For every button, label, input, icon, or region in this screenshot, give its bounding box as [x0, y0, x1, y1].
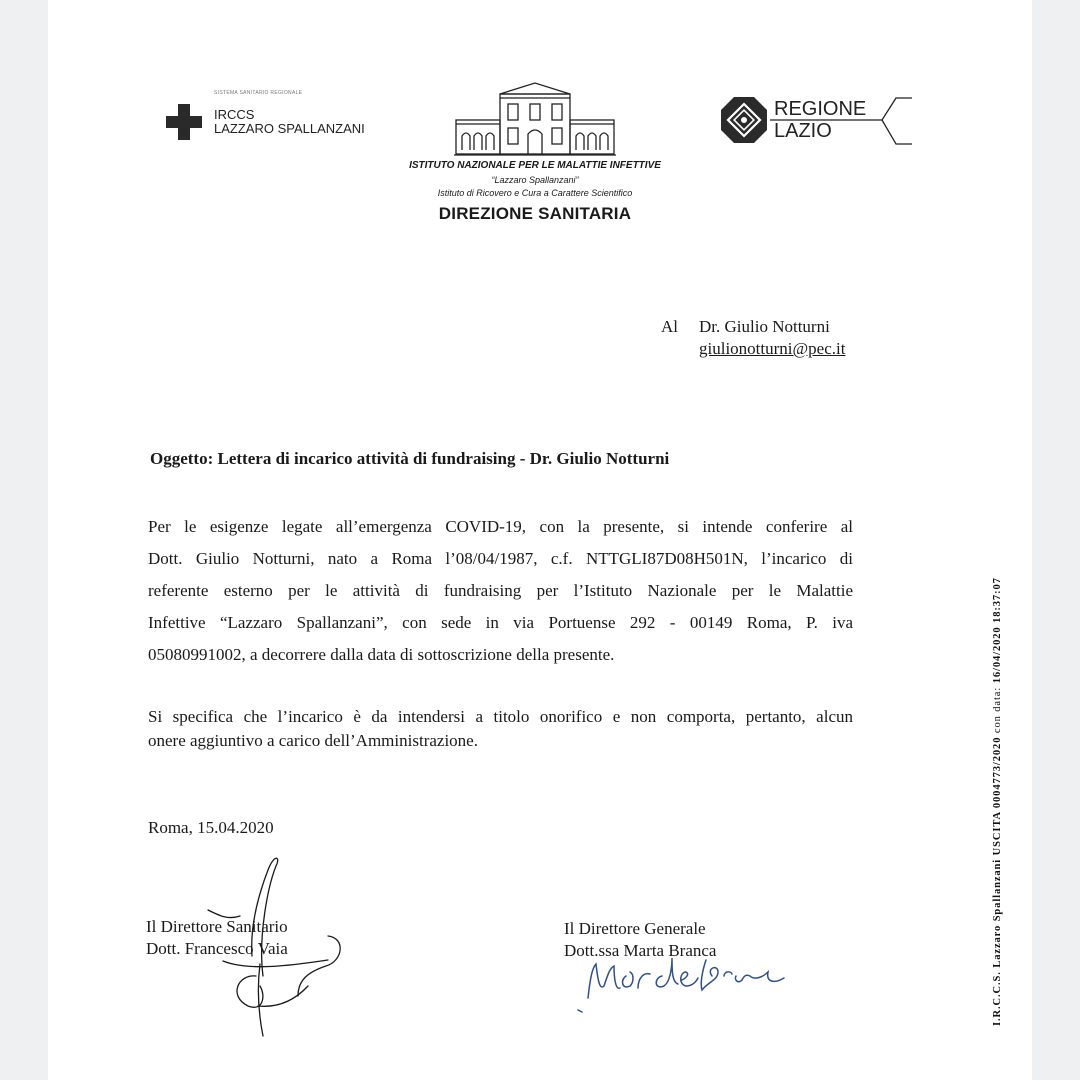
- body-paragraph-2: [148, 705, 853, 753]
- body-line: Si specifica che l’incarico è da intendersi a titolo onorifico e non comporta, pertanto, alcun: [148, 707, 853, 726]
- logo-micro-text: SISTEMA SANITARIO REGIONALE: [214, 90, 303, 96]
- institute-name: “Lazzaro Spallanzani”: [491, 175, 579, 185]
- recipient-prefix: Al: [661, 317, 678, 336]
- stamp-part-2: con data:: [992, 686, 1003, 734]
- stamp-part-1: I.R.C.C.S. Lazzaro Spallanzani USCITA 0004773/2020: [992, 736, 1003, 1026]
- regione-lazio-emblem-icon: [720, 96, 768, 144]
- subject-line: [150, 449, 669, 469]
- institute-header: [360, 160, 710, 224]
- stamp-part-3: 16/04/2020 18:37:07: [992, 577, 1003, 684]
- signature-right-name: Dott.ssa Marta Branca: [564, 941, 717, 960]
- signature-right-handwriting: [574, 950, 814, 1020]
- body-line: Per le esigenze legate all’emergenza COVID-19, con la presente, si intende conferire al: [148, 517, 853, 536]
- red-cross-icon: [166, 104, 202, 140]
- body-line: Infettive “Lazzaro Spallanzani”, con sede in via Portuense 292 - 00149 Roma, P. iva: [148, 613, 853, 632]
- body-line: 05080991002, a decorrere dalla data di sottoscrizione della presente.: [148, 645, 615, 664]
- logo-line-irccs: IRCCS: [214, 107, 255, 122]
- body-paragraph-1: [148, 511, 853, 671]
- place-date: Roma, 15.04.2020: [148, 818, 274, 837]
- regione-lazio-text: [774, 98, 866, 142]
- subject-text: Lettera di incarico attività di fundraising - Dr. Giulio Notturni: [217, 449, 670, 468]
- lazio-line: LAZIO: [774, 120, 832, 142]
- body-line: referente esterno per le attività di fundraising per l’Istituto Nazionale per le Malattie: [148, 581, 853, 600]
- protocol-stamp: [992, 577, 1003, 1026]
- signature-right-title: Il Direttore Generale: [564, 919, 706, 938]
- institute-building-icon: [454, 80, 616, 156]
- recipient-email[interactable]: giulionotturni@pec.it: [699, 339, 846, 358]
- body-line: onere aggiuntivo a carico dell’Amministrazione.: [148, 731, 478, 750]
- body-line: Dott. Giulio Notturni, nato a Roma l’08/04/1987, c.f. NTTGLI87D08H501N, l’incarico di: [148, 549, 853, 568]
- subject-label: Oggetto:: [150, 449, 214, 468]
- regione-line: REGIONE: [774, 98, 867, 120]
- letter-page: [48, 0, 1032, 1080]
- institute-title: ISTITUTO NAZIONALE PER LE MALATTIE INFETTIVE: [409, 160, 661, 171]
- institute-subtitle: Istituto di Ricovero e Cura a Carattere Scientifico: [437, 188, 633, 198]
- logo-line-name: LAZZARO SPALLANZANI: [214, 121, 365, 136]
- department-title: DIREZIONE SANITARIA: [438, 204, 632, 223]
- recipient-block: [699, 316, 845, 360]
- recipient-name: Dr. Giulio Notturni: [699, 317, 830, 336]
- signature-left-title: Il Direttore Sanitario: [146, 917, 288, 936]
- signature-left-handwriting: [168, 856, 348, 1046]
- signature-left-name: Dott. Francesco Vaia: [146, 939, 288, 958]
